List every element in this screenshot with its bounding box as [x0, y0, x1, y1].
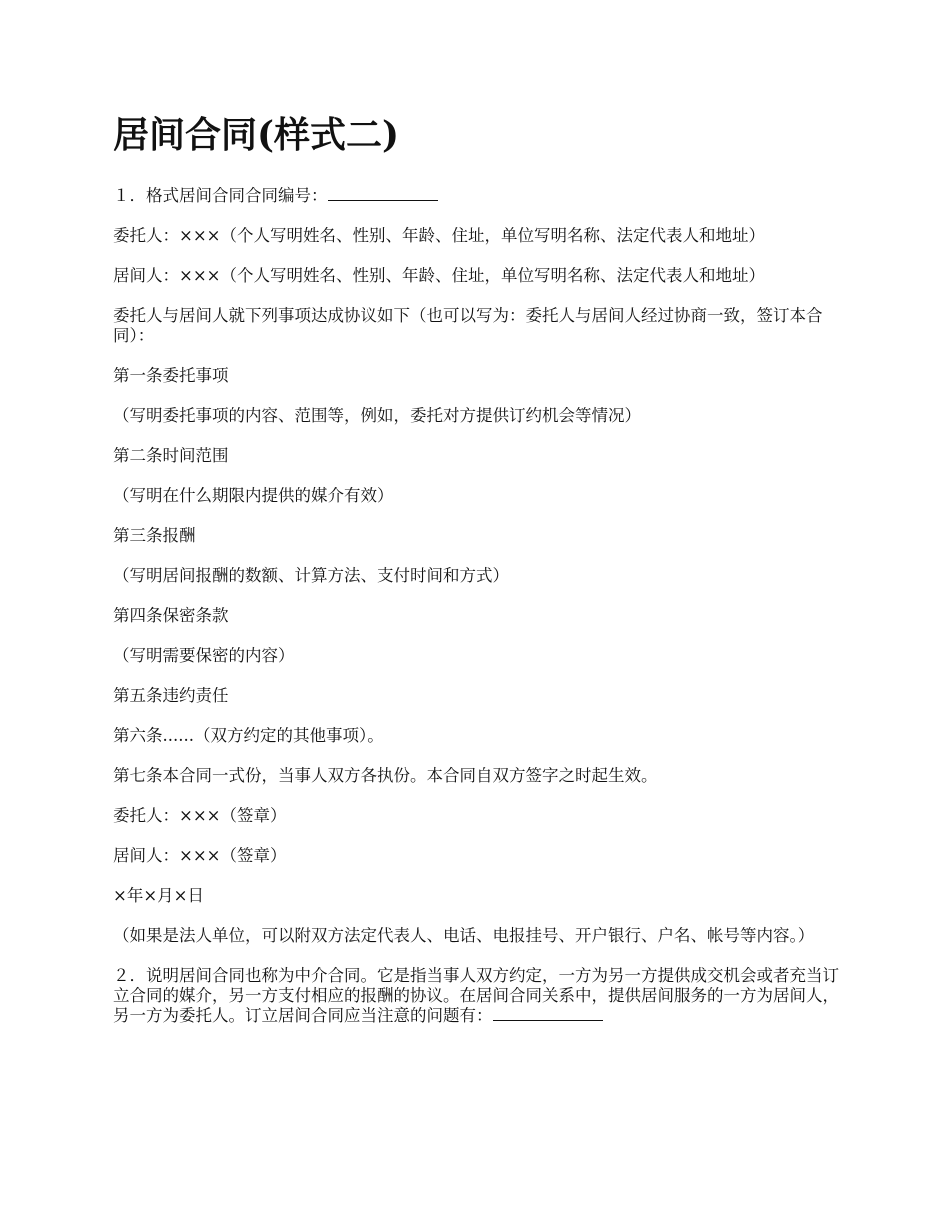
article-3-note: （写明居间报酬的数额、计算方法、支付时间和方式）	[113, 566, 509, 585]
signing-date: ×年×月×日	[113, 886, 204, 905]
document-page	[113, 110, 843, 1046]
paragraph-text: １．格式居间合同合同编号：	[113, 186, 328, 205]
article-7-heading: 第七条本合同一式份，当事人双方各执份。本合同自双方签字之时起生效。	[113, 766, 658, 785]
contract-number-blank-line	[328, 186, 438, 201]
legal-entity-note: （如果是法人单位，可以附双方法定代表人、电话、电报挂号、开户银行、户名、帐号等内容。）	[113, 926, 815, 945]
client-signature: 委托人：×××（签章）	[113, 806, 287, 825]
paragraph-explanation	[113, 966, 843, 1026]
article-5-heading: 第五条违约责任	[113, 686, 229, 705]
article-1-note: （写明委托事项的内容、范围等，例如，委托对方提供订约机会等情况）	[113, 406, 641, 425]
article-1-heading: 第一条委托事项	[113, 366, 229, 385]
article-6-heading: 第六条......（双方约定的其他事项）。	[113, 726, 384, 745]
article-2-heading: 第二条时间范围	[113, 446, 229, 465]
paragraph-agreement-intro: 委托人与居间人就下列事项达成协议如下（也可以写为：委托人与居间人经过协商一致，签订本合同）：	[113, 306, 823, 345]
document-title: 居间合同(样式二)	[113, 114, 400, 156]
explanation-blank-line	[493, 1006, 603, 1021]
paragraph-contract-number	[113, 186, 843, 206]
article-3-heading: 第三条报酬	[113, 526, 196, 545]
article-4-heading: 第四条保密条款	[113, 606, 229, 625]
paragraph-intermediary: 居间人：×××（个人写明姓名、性别、年龄、住址，单位写明名称、法定代表人和地址）	[113, 266, 765, 285]
article-2-note: （写明在什么期限内提供的媒介有效）	[113, 486, 394, 505]
intermediary-signature: 居间人：×××（签章）	[113, 846, 287, 865]
article-4-note: （写明需要保密的内容）	[113, 646, 295, 665]
paragraph-text: ２．说明居间合同也称为中介合同。它是指当事人双方约定，一方为另一方提供成交机会或者充当订立合同的媒介，另一方支付相应的报酬的协议。在居间合同关系中，提供居间服务的一方为居间人，另一方为委托人。订立居间合同应当注意的问题有：	[113, 966, 839, 1025]
paragraph-client: 委托人：×××（个人写明姓名、性别、年龄、住址，单位写明名称、法定代表人和地址）	[113, 226, 765, 245]
